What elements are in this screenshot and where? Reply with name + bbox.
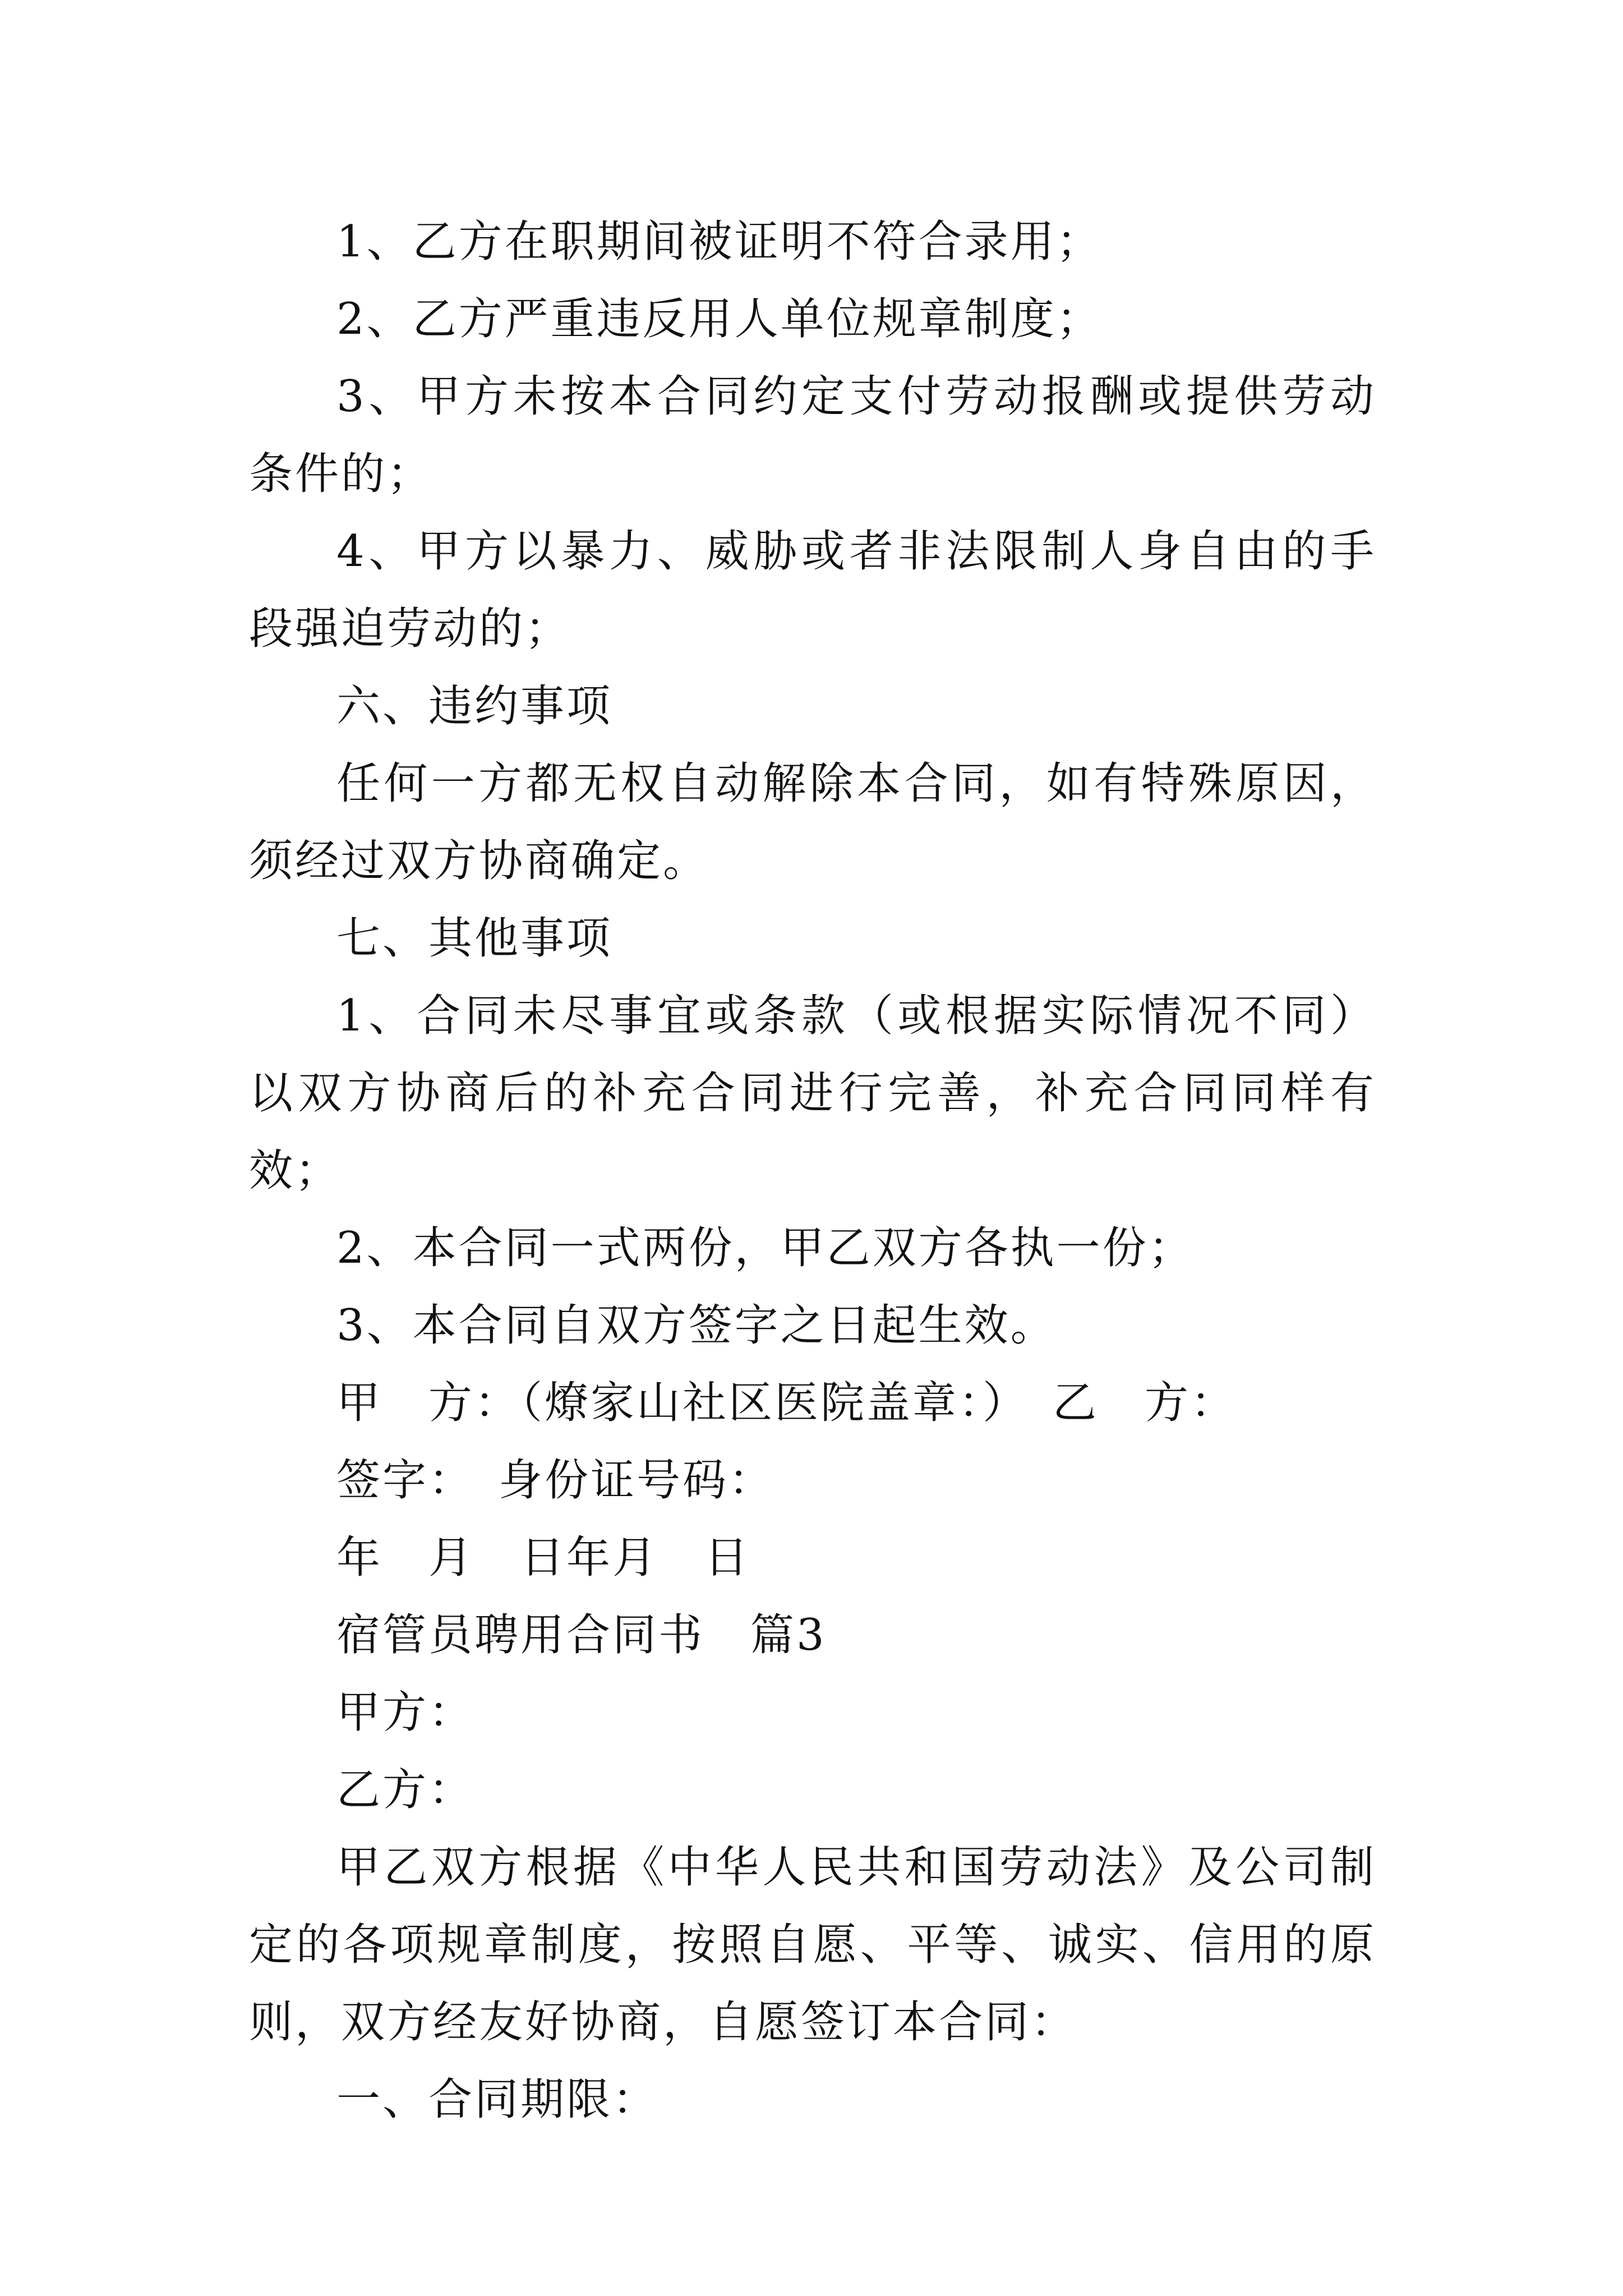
- section-heading: 六、违约事项: [336, 681, 613, 731]
- clause-item: 2、本合同一式两份，甲乙双方各执一份；: [336, 1223, 1195, 1273]
- clause-item: 1、合同未尽事宜或条款（或根据实际情况不同）以双方协商后的补充合同进行完善，补充合同同样有效；: [249, 991, 1376, 1196]
- signature-fields: 签字： 身份证号码：: [336, 1455, 775, 1506]
- party-a-label: 甲方：: [336, 1687, 475, 1738]
- clause-item: 3、甲方未按本合同约定支付劳动报酬或提供劳动条件的；: [249, 371, 1376, 499]
- signature-parties: 甲 方：（燎家山社区医院盖章：） 乙 方：: [336, 1378, 1237, 1428]
- document-body: [249, 203, 1376, 2138]
- clause-item: 1、乙方在职期间被证明不符合录用；: [336, 217, 1103, 267]
- signature-dates: 年 月 日年月 日: [336, 1533, 751, 1583]
- party-b-label: 乙方：: [336, 1765, 475, 1815]
- clause-item: 2、乙方严重违反用人单位规章制度；: [336, 294, 1103, 344]
- contract-title: 宿管员聘用合同书 篇3: [336, 1610, 827, 1660]
- section-heading: 一、合同期限：: [336, 2074, 659, 2125]
- body-paragraph: 任何一方都无权自动解除本合同，如有特殊原因，须经过双方协商确定。: [249, 758, 1376, 886]
- preamble-paragraph: 甲乙双方根据《中华人民共和国劳动法》及公司制定的各项规章制度，按照自愿、平等、诚实、信用的原则，双方经友好协商，自愿签订本合同：: [249, 1842, 1376, 2047]
- clause-item: 3、本合同自双方签字之日起生效。: [336, 1300, 1057, 1351]
- clause-item: 4、甲方以暴力、威胁或者非法限制人身自由的手段强迫劳动的；: [249, 526, 1376, 654]
- section-heading: 七、其他事项: [336, 913, 613, 964]
